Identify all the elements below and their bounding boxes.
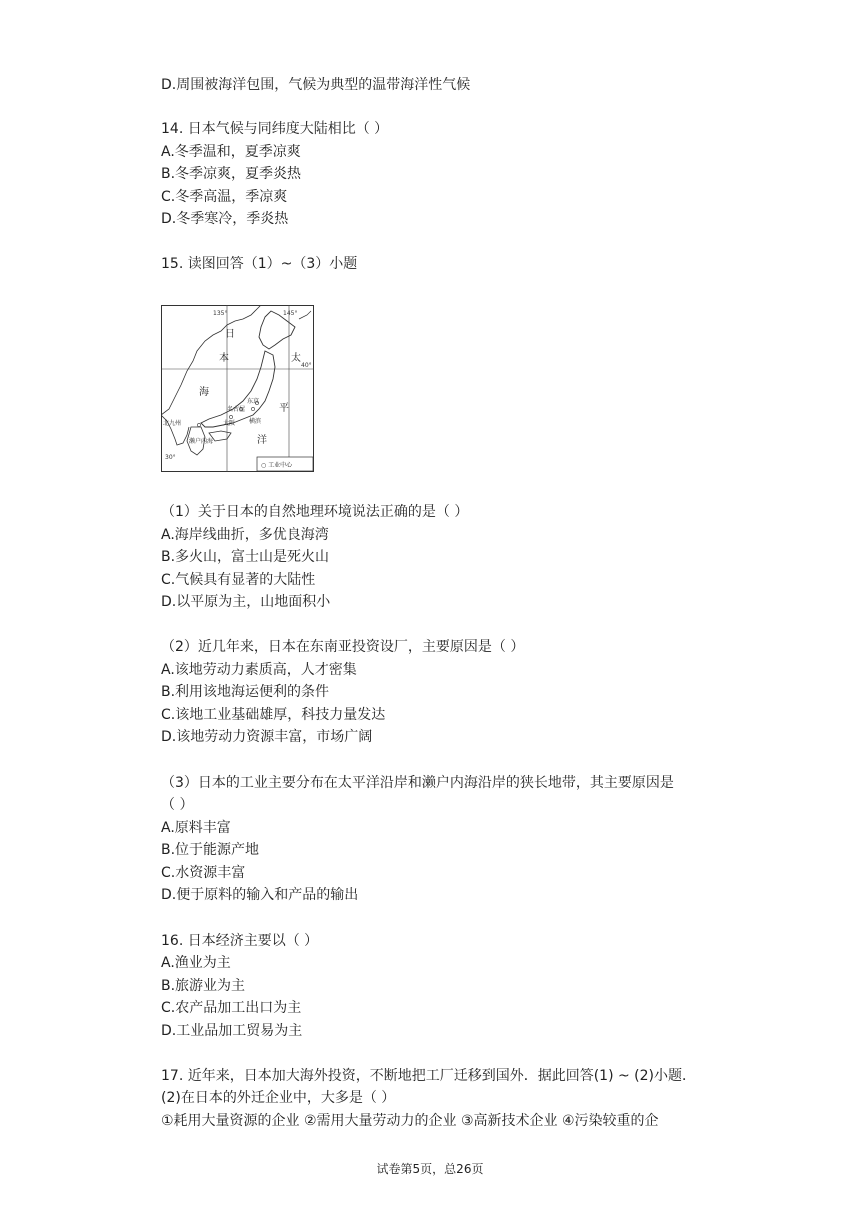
latitude-30-label: 30° [165,454,176,461]
option-text: C.该地工业基础雄厚，科技力量发达 [161,707,386,723]
question-15: 15. 读图回答（1）~（3）小题 [161,256,358,272]
option-text: A.冬季温和，夏季凉爽 [161,144,301,160]
city-label: 北九州 [163,420,182,427]
longitude-135-label: 135° [213,310,228,317]
option-text: D.该地劳动力资源丰富，市场广阔 [161,729,373,745]
city-label: 大阪 [223,420,236,427]
option-text: D.冬季寒冷，季炎热 [161,211,289,227]
japan-map [161,305,314,472]
sea-label-inland: 濑户内海 [189,438,214,445]
city-label: 东京 [247,398,260,405]
option-text: A.原料丰富 [161,820,231,836]
option-text: D.工业品加工贸易为主 [161,1023,303,1039]
option-text: C.水资源丰富 [161,865,246,881]
ocean-label-3: 洋 [257,435,267,446]
question-17-options: ①耗用大量资源的企业 ②需用大量劳动力的企业 ③高新技术企业 ④污染较重的企 [161,1113,659,1129]
option-text: B.冬季凉爽，夏季炎热 [161,166,302,182]
option-text: B.多火山，富士山是死火山 [161,549,330,565]
sub-question-2: （2）近几年来，日本在东南亚投资设厂，主要原因是（ ） [161,639,525,655]
option-text: A.该地劳动力素质高，人才密集 [161,662,357,678]
map-legend: ○ 工业中心 [261,462,293,469]
latitude-40-label: 40° [301,362,312,369]
ocean-label-2: 平 [279,403,289,414]
option-text: B.旅游业为主 [161,978,246,994]
option-text: B.位于能源产地 [161,842,260,858]
option-text: A.渔业为主 [161,955,231,971]
sub-question-1: （1）关于日本的自然地理环境说法正确的是（ ） [161,504,469,520]
question-14: 14. 日本气候与同纬度大陆相比（ ） [161,121,389,137]
option-text: B.利用该地海运便利的条件 [161,684,330,700]
option-text: D.便于原料的输入和产品的输出 [161,887,359,903]
sea-label-3: 海 [199,387,209,398]
city-label: 名古屋 [227,406,246,413]
option-text: C.气候具有显著的大陆性 [161,572,316,588]
question-16: 16. 日本经济主要以（ ） [161,933,319,949]
option-text: A.海岸线曲折，多优良海湾 [161,527,329,543]
longitude-145-label: 145° [283,310,298,317]
sea-label-1: 日 [225,329,235,340]
ocean-label-1: 太 [291,353,301,364]
option-text: D.周围被海洋包围，气候为典型的温带海洋性气候 [161,77,471,93]
question-17: 17. 近年来，日本加大海外投资，不断地把工厂迁移到国外．据此回答(1) ~ (2)小题． [161,1068,697,1084]
sea-label-2: 本 [219,353,229,364]
sub-question-3: （3）日本的工业主要分布在太平洋沿岸和濑户内海沿岸的狭长地带，其主要原因是 [161,775,674,791]
sub-question-3-blank: （ ） [161,797,194,813]
city-label: 横滨 [249,418,262,425]
option-text: C.农产品加工出口为主 [161,1000,302,1016]
page-footer: 试卷第5页，总26页 [376,1162,484,1176]
option-text: C.冬季高温，季凉爽 [161,189,288,205]
question-17-sub: (2)在日本的外迁企业中，大多是（ ） [161,1090,396,1106]
option-text: D.以平原为主，山地面积小 [161,594,331,610]
